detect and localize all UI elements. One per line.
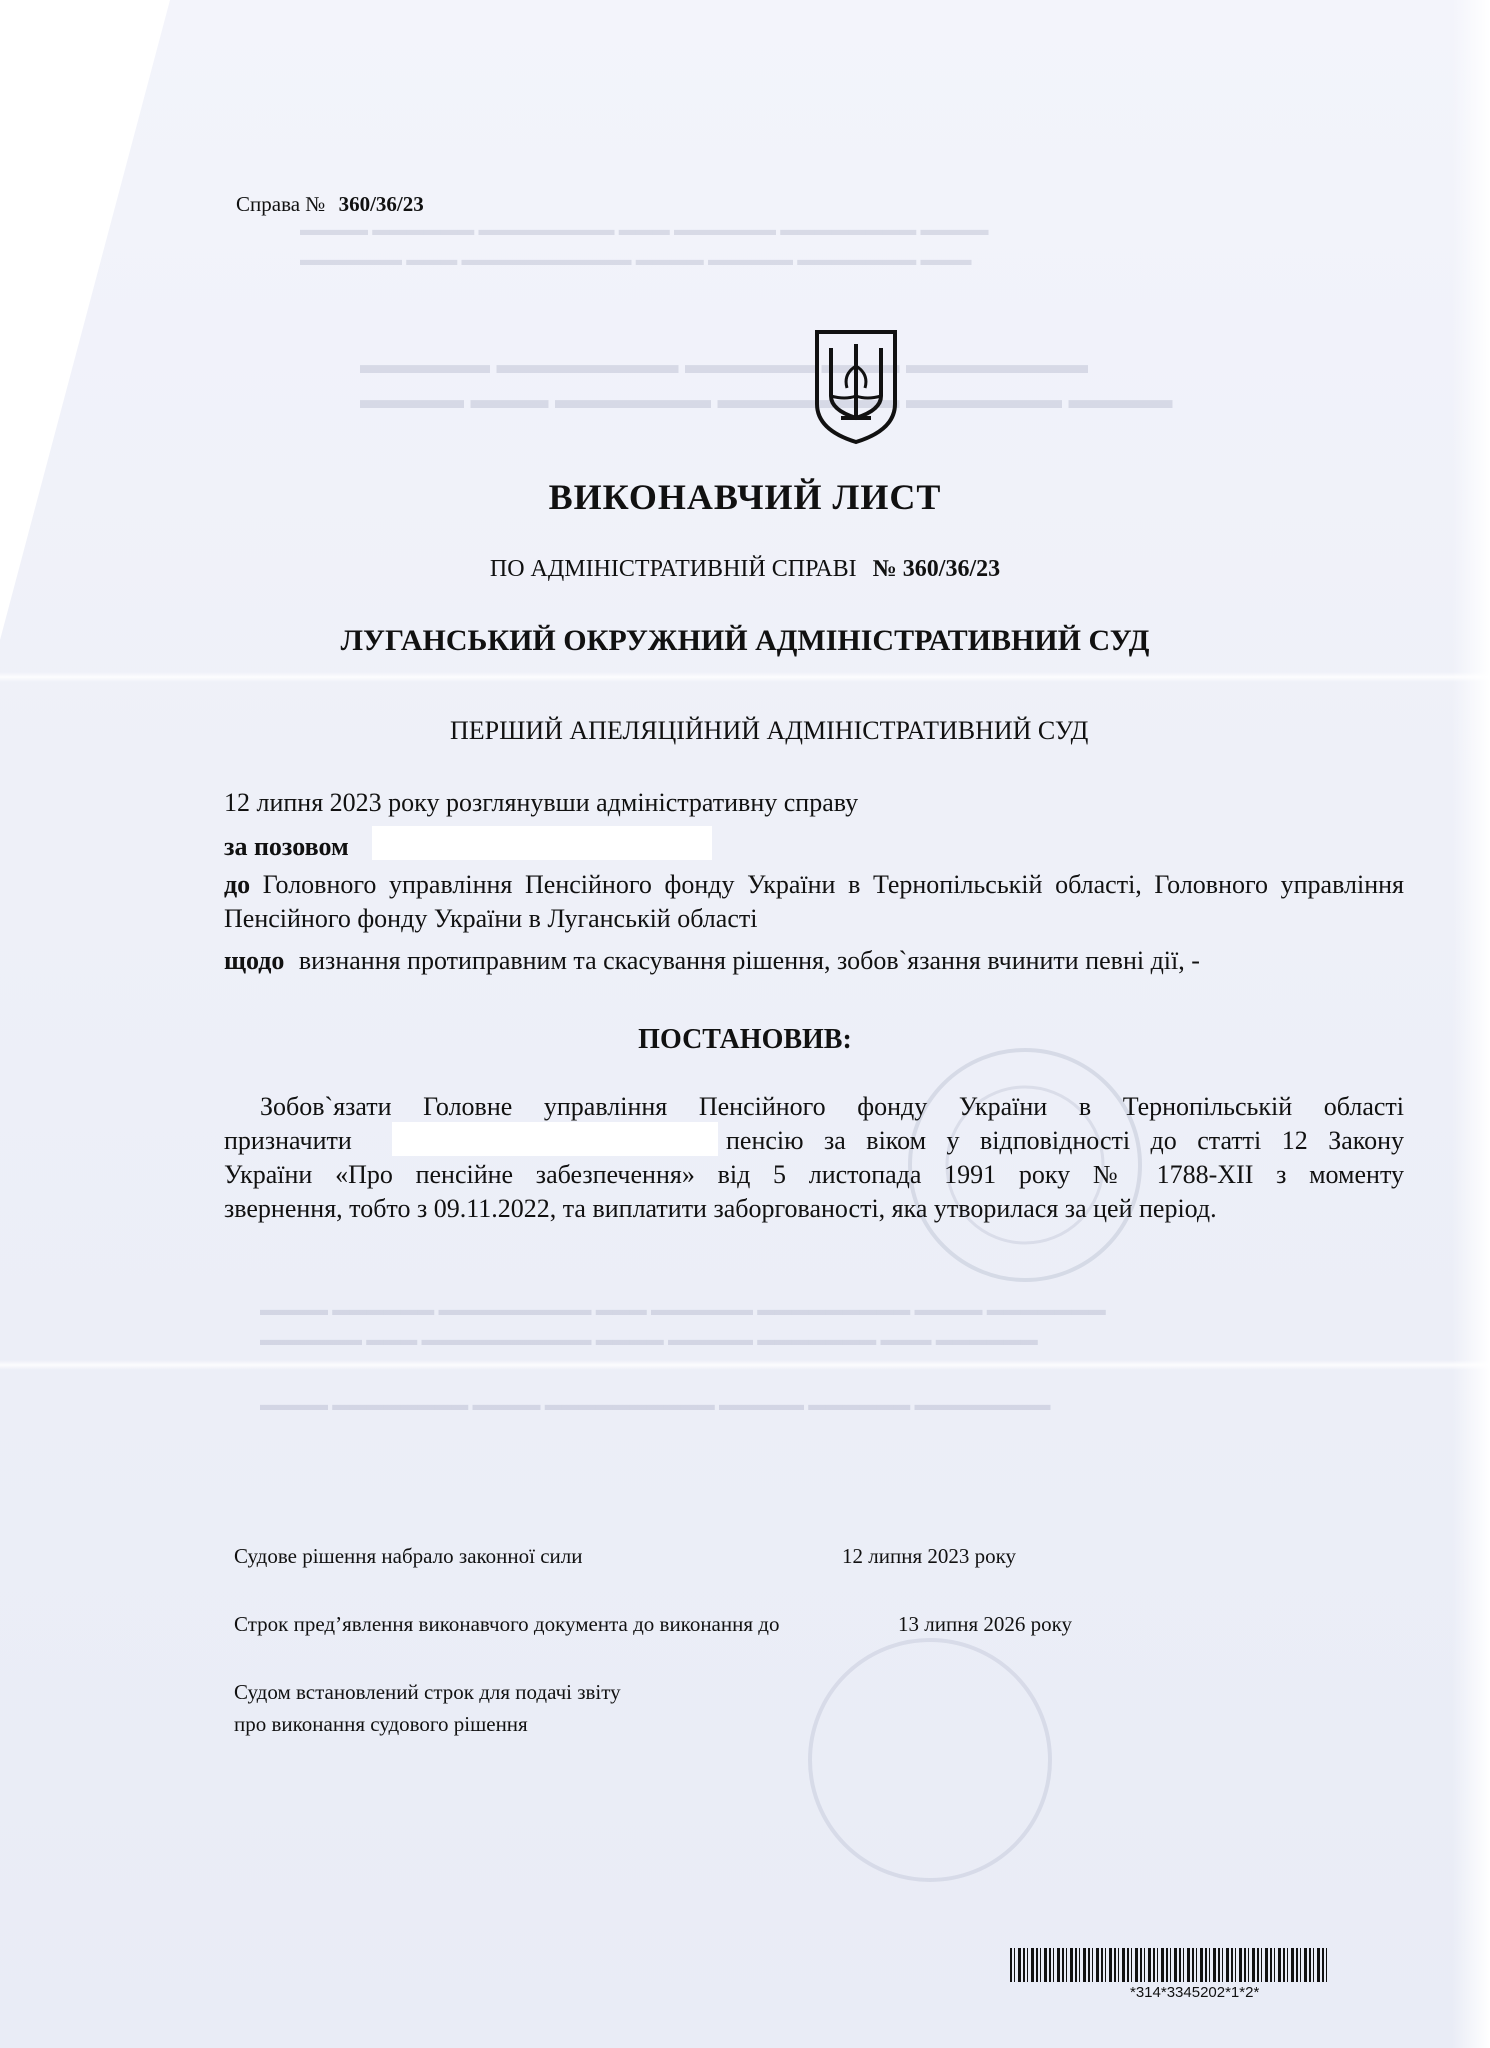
bleed-through-text: ▬▬▬▬▬▬ ▬▬▬ ▬▬▬▬▬▬▬▬▬▬ ▬▬▬▬ ▬▬▬▬▬ ▬▬▬▬▬▬▬ ▬▬▬ ▬▬▬▬▬▬ xyxy=(260,1330,1038,1349)
document-subtitle xyxy=(0,556,1490,583)
appeal-court: ПЕРШИЙ АПЕЛЯЦІЙНИЙ АДМІНІСТРАТИВНИЙ СУД xyxy=(450,716,1089,745)
decision-heading: ПОСТАНОВИВ: xyxy=(638,1024,852,1055)
date-line: 12 липня 2023 року розглянувши адміністративну справу xyxy=(224,788,859,817)
redaction-box xyxy=(392,1122,718,1156)
to-label: до xyxy=(224,870,251,899)
barcode-text: *314*3345202*1*2* xyxy=(1130,1984,1260,2001)
bleed-through-text: ▬▬▬▬ ▬▬▬▬▬▬ ▬▬▬▬▬▬▬▬ ▬▬▬ ▬▬▬▬▬▬ ▬▬▬▬▬▬▬▬ ▬▬▬▬ xyxy=(300,220,989,239)
decision-line-2-end: пенсію за віком у відповідності до статті 12 Закону xyxy=(726,1126,1404,1155)
paper-fold xyxy=(0,672,1490,682)
report-line-2: про виконання судового рішення xyxy=(234,1712,528,1736)
issuing-court: ЛУГАНСЬКИЙ ОКРУЖНИЙ АДМІНІСТРАТИВНИЙ СУД xyxy=(340,624,1150,657)
redaction-box xyxy=(372,826,712,860)
paper-fold xyxy=(0,1360,1490,1370)
bleed-through-text: ▬▬▬▬▬ ▬▬▬▬▬▬▬ ▬▬▬▬▬ ▬▬▬ ▬▬▬▬▬▬▬ xyxy=(360,350,1088,379)
effective-date: 12 липня 2023 року xyxy=(842,1544,1017,1568)
to-text: Головного управління Пенсійного фонду України в Тернопільській області, Головного управління Пенсійного фонду України в Луганській області xyxy=(224,870,1405,933)
regarding-line xyxy=(224,946,1200,976)
subtitle-text: ПО АДМІНІСТРАТИВНІЙ СПРАВІ xyxy=(489,556,857,582)
case-number-label: Справа № xyxy=(236,192,326,216)
decision-line-3: України «Про пенсійне забезпечення» від 5 листопада 1991 року № 1788-XII з моменту xyxy=(224,1160,1404,1189)
bleed-through-text: ▬▬▬▬ ▬▬▬ ▬▬▬▬▬▬ ▬▬▬▬▬▬▬ ▬▬▬▬▬▬ ▬▬▬▬ xyxy=(360,385,1173,414)
document-title: ВИКОНАВЧИЙ ЛИСТ xyxy=(548,477,942,517)
trident-coat-of-arms-icon xyxy=(811,326,901,446)
report-line-1: Судом встановлений строк для подачі звіту xyxy=(234,1680,621,1704)
decision-line-2-start: призначити xyxy=(224,1126,352,1155)
defendants-paragraph xyxy=(224,868,1404,936)
case-number-line xyxy=(236,192,424,217)
subtitle-number: № 360/36/23 xyxy=(872,556,1001,582)
term-label: Строк пред’явлення виконавчого документа до виконання до xyxy=(234,1612,780,1636)
claim-label: за позовом xyxy=(224,832,349,861)
barcode xyxy=(1010,1948,1330,1982)
bleed-through-stamp xyxy=(780,1630,1080,1890)
folded-corner xyxy=(0,0,170,640)
effective-label: Судове рішення набрало законної сили xyxy=(234,1544,583,1568)
bleed-through-text: ▬▬▬▬ ▬▬▬▬▬▬ ▬▬▬▬▬▬▬▬▬ ▬▬▬ ▬▬▬▬▬▬ ▬▬▬▬▬▬▬▬▬ ▬▬▬▬ ▬▬▬▬▬▬▬ xyxy=(260,1300,1106,1319)
term-date: 13 липня 2026 року xyxy=(898,1612,1073,1636)
decision-line-1: Зобов`язати Головне управління Пенсійного фонду України в Тернопільській області xyxy=(260,1092,1404,1121)
case-number-value: 360/36/23 xyxy=(338,192,424,216)
decision-line-4: звернення, тобто з 09.11.2022, та виплатити заборгованості, яка утворилася за цей період. xyxy=(224,1194,1217,1223)
bleed-through-text: ▬▬▬▬▬▬ ▬▬▬ ▬▬▬▬▬▬▬▬▬▬ ▬▬▬▬ ▬▬▬▬▬ ▬▬▬▬▬▬▬ ▬▬▬ xyxy=(300,250,972,269)
regarding-text: визнання протиправним та скасування рішення, зобов`язання вчинити певні дії, - xyxy=(298,946,1200,975)
regarding-label: щодо xyxy=(224,946,285,975)
bleed-through-text: ▬▬▬▬ ▬▬▬▬▬▬▬▬ ▬▬▬▬ ▬▬▬▬▬▬▬▬▬▬ ▬▬▬▬▬ ▬▬▬▬▬▬ ▬▬▬▬▬▬▬▬ xyxy=(260,1395,1051,1414)
